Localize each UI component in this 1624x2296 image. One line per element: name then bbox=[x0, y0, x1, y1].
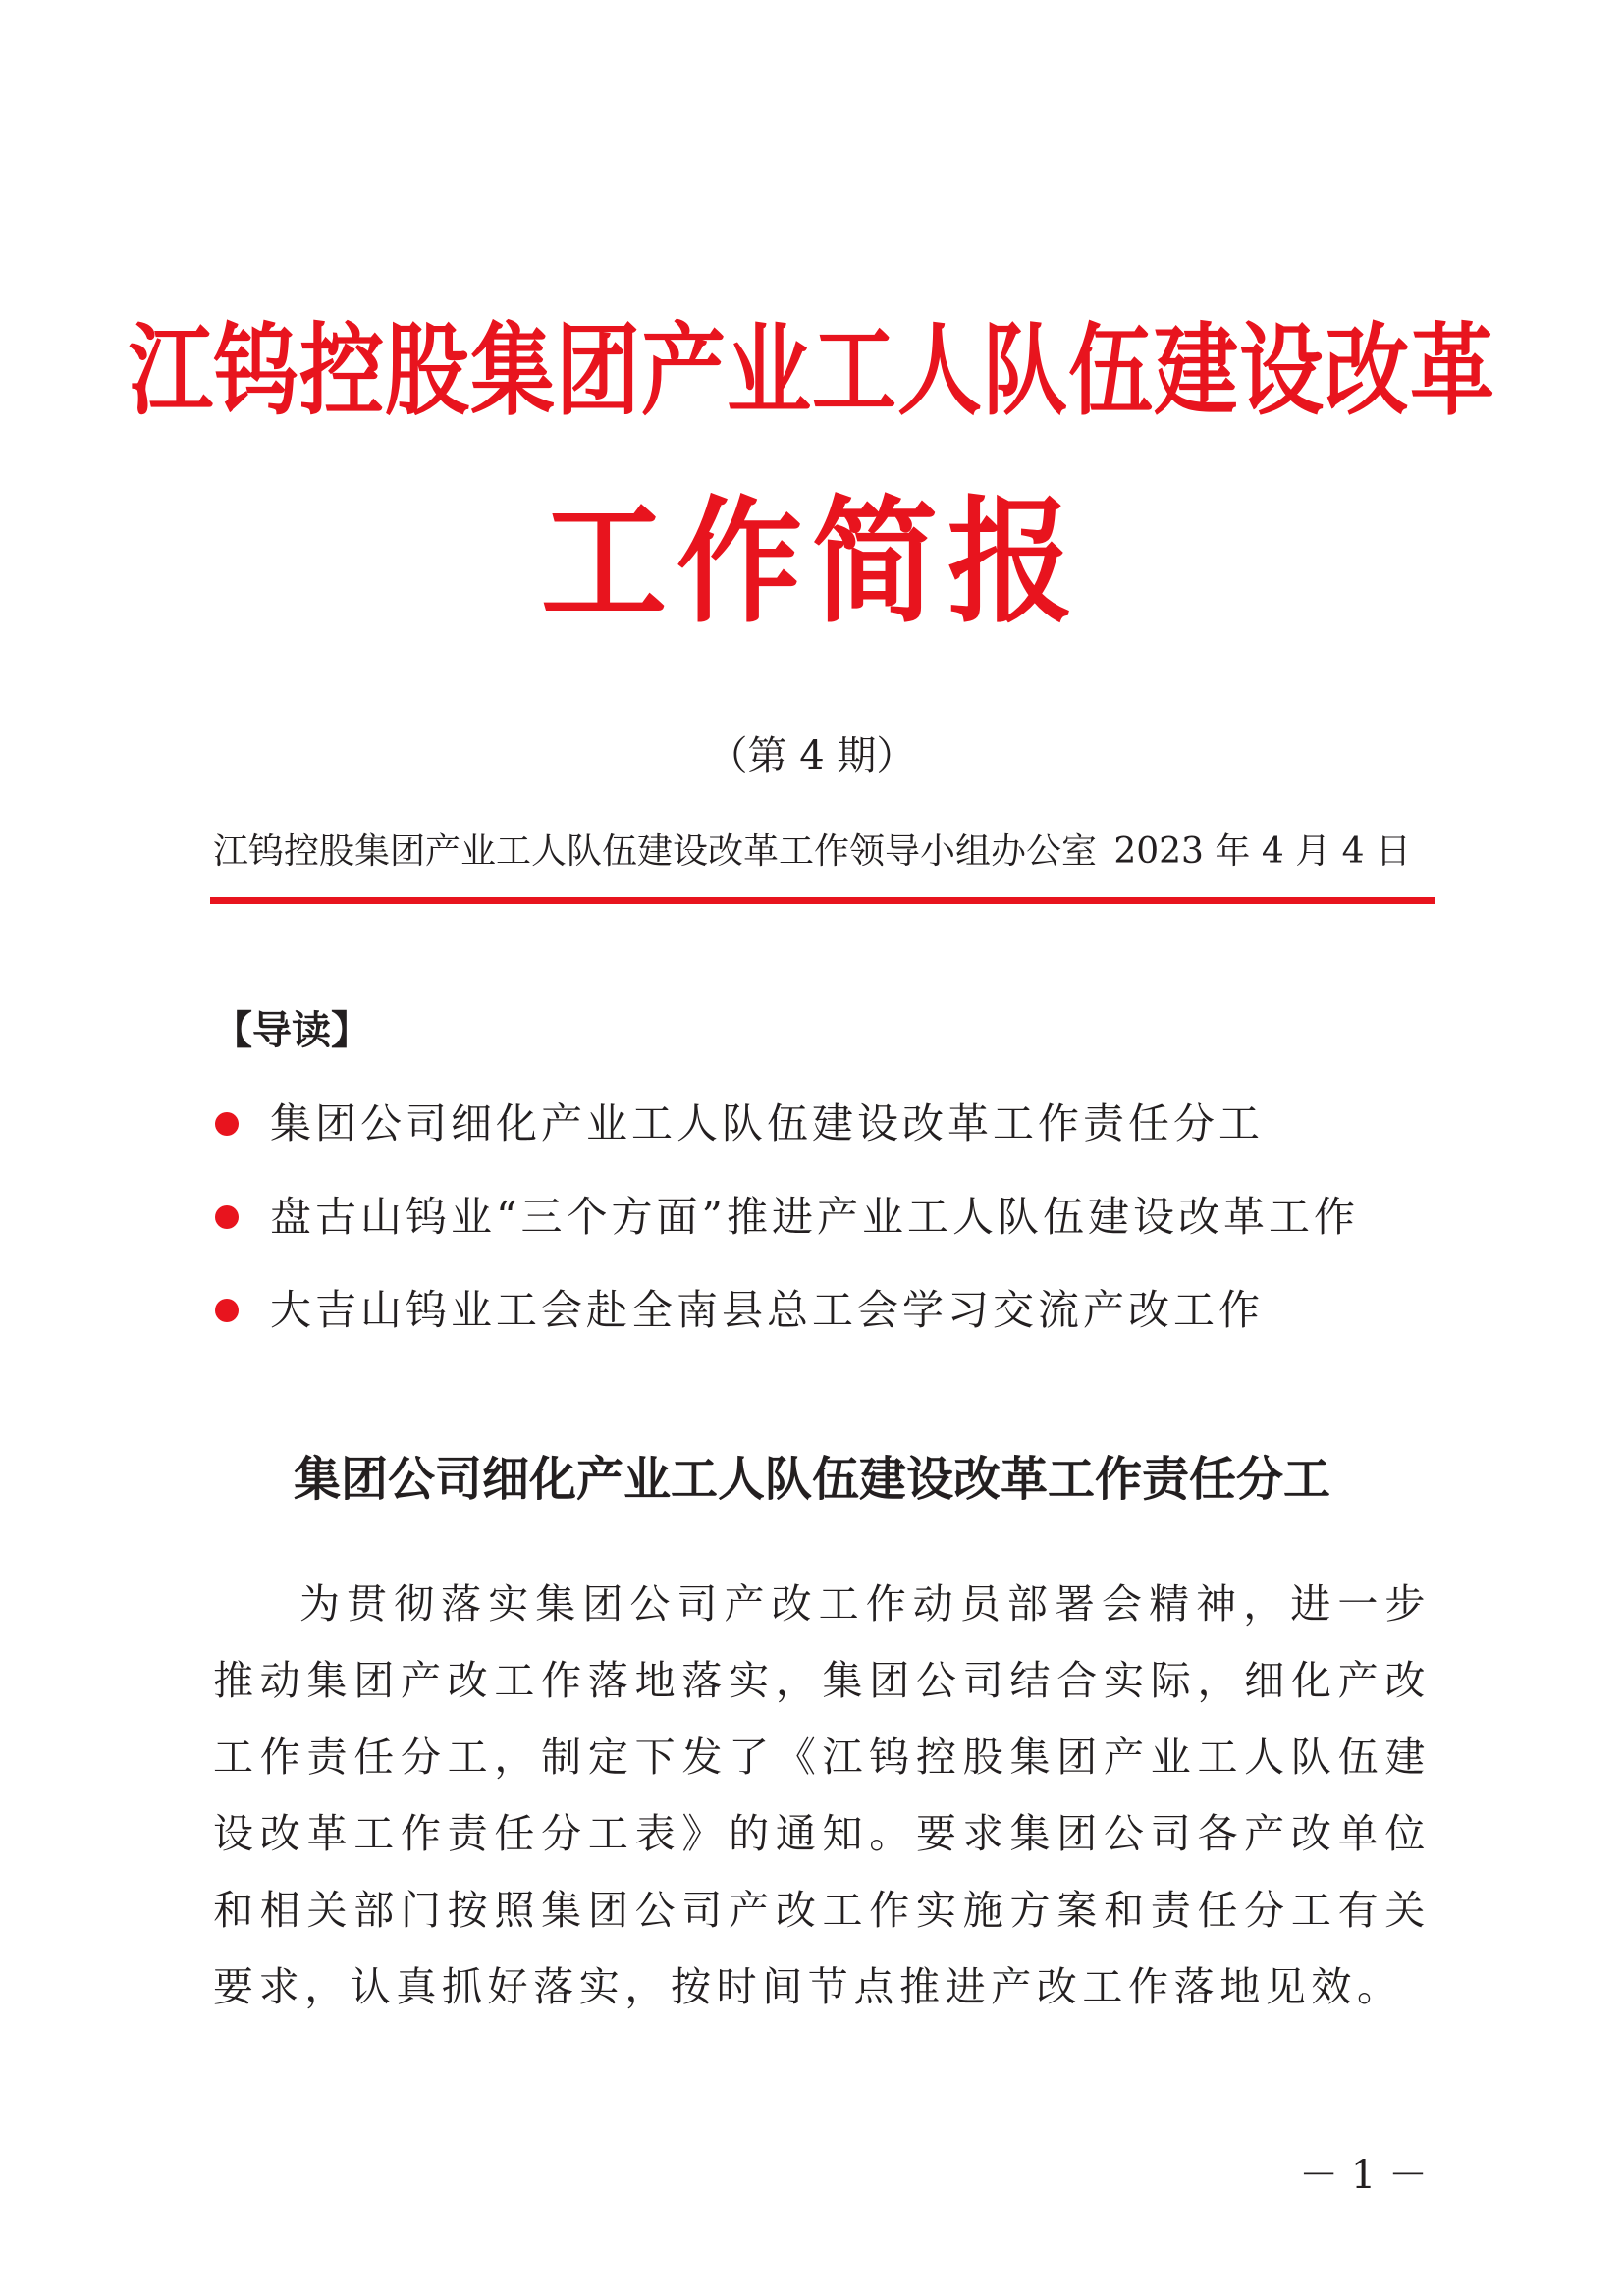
guide-heading: 【导读】 bbox=[213, 1007, 370, 1053]
red-divider bbox=[210, 897, 1435, 904]
guide-item-text: 盘古山钨业“三个方面”推进产业工人队伍建设改革工作 bbox=[270, 1193, 1359, 1241]
guide-item-text: 集团公司细化产业工人队伍建设改革工作责任分工 bbox=[270, 1099, 1265, 1148]
article-title: 集团公司细化产业工人队伍建设改革工作责任分工 bbox=[293, 1452, 1330, 1507]
issue-date: 2023 年 4 月 4 日 bbox=[1113, 831, 1411, 872]
red-bullet-icon bbox=[215, 1112, 239, 1136]
masthead-title-line1: 江钨控股集团产业工人队伍建设改革 bbox=[129, 312, 1495, 430]
issuer-row bbox=[213, 823, 1411, 881]
page-number: － 1 － bbox=[1299, 2153, 1428, 2198]
red-bullet-icon bbox=[215, 1205, 239, 1229]
red-bullet-icon bbox=[215, 1299, 239, 1322]
issuer-organization: 江钨控股集团产业工人队伍建设改革工作领导小组办公室 bbox=[213, 831, 1098, 872]
masthead-title-line2: 工作简报 bbox=[540, 483, 1083, 642]
issue-number: （第 4 期） bbox=[708, 733, 916, 778]
guide-item-text: 大吉山钨业工会赴全南县总工会学习交流产改工作 bbox=[270, 1286, 1265, 1334]
article-body: 为贯彻落实集团公司产改工作动员部署会精神，进一步推动集团产改工作落地落实，集团公司结合实际，细化产改工作责任分工，制定下发了《江钨控股集团产业工人队伍建设改革工作责任分工表》的通知。要求集团公司各产改单位和相关部门按照集团公司产改工作实施方案和责任分工有关要求，认真抓好落实，按时间节点推进产改工作落地见效。 bbox=[213, 1580, 1431, 2010]
